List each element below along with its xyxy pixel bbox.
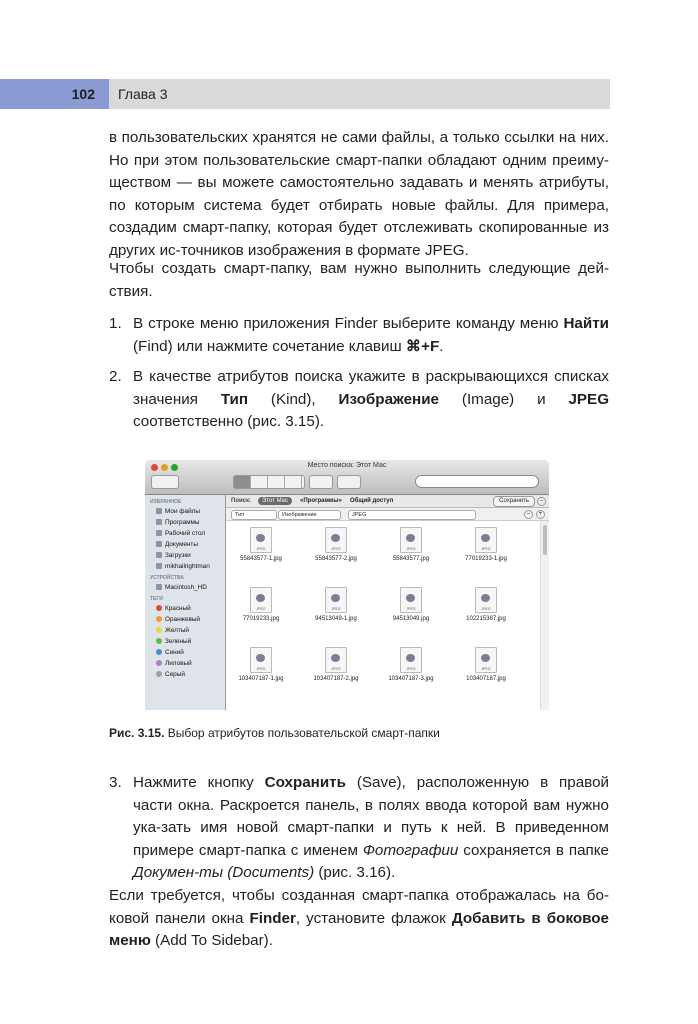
sidebar-item-label: Загрузки <box>165 552 191 559</box>
file-name: 103407187.jpg <box>466 676 506 682</box>
image-select[interactable]: Изображение <box>278 510 341 520</box>
paragraph-text: (Add To Sidebar). <box>150 932 273 950</box>
file-name: 55843577.jpg <box>392 556 430 562</box>
step-text: соответственно (рис. 3.15). <box>133 413 325 431</box>
file-type-label: JPEG <box>331 667 341 671</box>
criteria-bar <box>226 508 549 521</box>
paragraph-last-text <box>109 885 609 953</box>
icon-view-icon[interactable] <box>234 476 251 488</box>
file-item[interactable] <box>376 647 446 682</box>
file-name: 103407187-1.jpg <box>238 676 284 682</box>
step-text: В качестве атрибутов поиска укажите в раскрывающихся списках значения <box>133 368 609 408</box>
sidebar-item-label: mikhailrightman <box>165 563 210 570</box>
file-item[interactable] <box>226 527 296 562</box>
column-view-icon[interactable] <box>268 476 285 488</box>
jpeg-select[interactable]: JPEG <box>348 510 476 520</box>
file-name: 103407187-3.jpg <box>388 676 434 682</box>
sidebar-item-label: Синий <box>165 649 184 656</box>
file-name: 102215387.jpg <box>466 616 506 622</box>
file-item[interactable] <box>301 647 371 682</box>
save-button[interactable]: Сохранить <box>493 496 535 507</box>
step-body <box>133 772 609 885</box>
file-type-label: JPEG <box>406 607 416 611</box>
step-text: (Image) и <box>439 390 569 408</box>
step-number: 2. <box>109 368 122 385</box>
file-name: 103407187-2.jpg <box>313 676 359 682</box>
tag-color-icon <box>156 671 162 677</box>
sidebar-item[interactable] <box>156 529 225 538</box>
page-header <box>0 79 610 109</box>
sidebar-item[interactable] <box>156 518 225 527</box>
jpeg-file-icon <box>475 587 497 613</box>
tag-color-icon <box>156 627 162 633</box>
step-3 <box>109 772 609 885</box>
step-text: . <box>439 337 444 355</box>
sidebar-item[interactable] <box>156 562 225 571</box>
step-text: В строке меню приложения Finder выберите команду меню <box>133 315 564 332</box>
sidebar-tag[interactable] <box>156 637 225 646</box>
sidebar-item-label: Красный <box>165 605 191 612</box>
search-scope-bar <box>226 495 549 508</box>
finder-sidebar <box>145 495 226 710</box>
file-item[interactable] <box>451 587 521 622</box>
tag-color-icon <box>156 616 162 622</box>
step-italic: Докумен-ты (Documents) <box>133 864 315 882</box>
file-item[interactable] <box>226 647 296 682</box>
jpeg-file-icon <box>475 647 497 673</box>
paragraph-1-text: в пользовательских хранятся не сами файлы, а только ссылки на них. Но при этом пользовательские смарт-папки обладают одним преиму-ществом — вы можете самостоятельно задавать и менять атрибуты, по которым система будет отбирать новые файлы. Для примера, создадим смарт-папку, которая будет отслеживать скопированные из других ис-точников изображения в формате JPEG. <box>109 129 609 259</box>
jpeg-file-icon <box>250 647 272 673</box>
step-text: (рис. 3.16). <box>314 864 396 882</box>
file-item[interactable] <box>301 587 371 622</box>
file-type-label: JPEG <box>481 547 491 551</box>
file-type-label: JPEG <box>256 547 266 551</box>
scope-this-mac[interactable]: Этот Мас <box>258 497 292 505</box>
step-body <box>133 313 609 358</box>
plus-icon[interactable]: + <box>536 510 545 519</box>
jpeg-file-icon <box>250 527 272 553</box>
documents-icon <box>156 541 162 547</box>
desktop-icon <box>156 530 162 536</box>
page-number: 102 <box>0 79 109 109</box>
sidebar-tag[interactable] <box>156 626 225 635</box>
back-forward-buttons[interactable] <box>151 475 179 489</box>
sidebar-item-label: Лиловый <box>165 660 192 667</box>
file-item[interactable] <box>451 647 521 682</box>
jpeg-file-icon <box>325 587 347 613</box>
jpeg-file-icon <box>325 527 347 553</box>
downloads-icon <box>156 552 162 558</box>
sidebar-item-label: Macintosh_HD <box>165 584 207 591</box>
jpeg-file-icon <box>325 647 347 673</box>
jpeg-file-icon <box>250 587 272 613</box>
step-body <box>133 366 609 434</box>
file-item[interactable] <box>451 527 521 562</box>
sidebar-item-label: Оранжевый <box>165 616 200 623</box>
sidebar-item-label: Мои файлы <box>165 508 200 515</box>
file-type-label: JPEG <box>481 607 491 611</box>
step-text: сохраняется в папке <box>458 841 609 859</box>
sidebar-item-label: Программы <box>165 519 200 526</box>
file-name: 94513049.jpg <box>392 616 430 622</box>
file-item[interactable] <box>376 587 446 622</box>
paragraph-1 <box>109 127 609 263</box>
step-1 <box>109 313 609 358</box>
paragraph-text: , установите флажок <box>295 909 452 927</box>
step-text: (Find) или нажмите сочетание клавиш <box>133 337 406 355</box>
scope-programs[interactable]: «Программы» <box>300 498 342 504</box>
figure-caption <box>109 726 440 740</box>
sidebar-item-label: Зеленый <box>165 638 192 645</box>
sidebar-item[interactable] <box>156 551 225 560</box>
sidebar-tag[interactable] <box>156 648 225 657</box>
step-bold: Тип <box>220 390 249 408</box>
step-text: Нажмите кнопку <box>133 774 265 791</box>
sidebar-section-tags: ТЕГИ <box>150 596 163 602</box>
sidebar-section-favorites: ИЗБРАННОЕ <box>150 499 182 505</box>
home-icon <box>156 563 162 569</box>
kind-select[interactable]: Тип <box>231 510 277 520</box>
paragraph-bold: Добавить в боковое меню <box>109 909 609 950</box>
vertical-scrollbar[interactable] <box>540 521 549 710</box>
file-item[interactable] <box>226 587 296 622</box>
sidebar-tag[interactable] <box>156 615 225 624</box>
search-label: Поиск: <box>231 498 252 504</box>
file-name: 77019233-1.jpg <box>465 556 507 562</box>
file-type-label: JPEG <box>331 547 341 551</box>
tag-color-icon <box>156 649 162 655</box>
sidebar-item-label: Документы <box>165 541 198 548</box>
file-name: 77019233.jpg <box>242 616 280 622</box>
step-bold: ⌘+F <box>405 337 440 355</box>
paragraph-2 <box>109 258 609 303</box>
file-name: 55843577-2.jpg <box>315 556 357 562</box>
scope-shared[interactable]: Общий доступ <box>350 498 394 504</box>
step-bold: JPEG <box>568 390 610 408</box>
step-text: (Kind), <box>248 390 339 408</box>
caption-label: Рис. 3.15. <box>109 726 165 740</box>
coverflow-view-icon[interactable] <box>285 476 302 488</box>
paragraph-text: Если требуется, чтобы созданная смарт-папка отображалась на бо-ковой панели окна <box>109 887 609 927</box>
sidebar-item[interactable] <box>156 507 225 516</box>
paragraph-last <box>109 885 609 953</box>
tag-color-icon <box>156 660 162 666</box>
sidebar-item[interactable] <box>156 540 225 549</box>
file-type-label: JPEG <box>406 667 416 671</box>
file-item[interactable] <box>301 527 371 562</box>
sidebar-item-label: Желтый <box>165 627 189 634</box>
paragraph-bold: Finder <box>249 909 296 927</box>
step-text: (Save), расположенную в правой части окна. Раскроется панель, в полях ввода которой вам нужно ука-зать имя новой смарт-папки и путь к ней. В приведенном примере смарт-папка с именем <box>133 774 609 859</box>
chapter-title: Глава 3 <box>118 86 168 102</box>
sidebar-tag[interactable] <box>156 670 225 679</box>
scroll-thumb[interactable] <box>543 525 547 555</box>
jpeg-file-icon <box>400 647 422 673</box>
sidebar-item-label: Серый <box>165 671 185 678</box>
jpeg-file-icon <box>475 527 497 553</box>
finder-main <box>226 495 549 710</box>
arrange-button[interactable] <box>309 475 333 489</box>
search-input[interactable] <box>415 475 539 488</box>
step-number: 1. <box>109 315 122 332</box>
sidebar-tag[interactable] <box>156 604 225 613</box>
hard-drive-icon <box>156 584 162 590</box>
minus-icon[interactable]: – <box>524 510 533 519</box>
step-bold: Сохранить <box>264 774 346 791</box>
file-type-label: JPEG <box>331 607 341 611</box>
finder-screenshot <box>145 460 549 710</box>
list-view-icon[interactable] <box>251 476 268 488</box>
file-type-label: JPEG <box>256 607 266 611</box>
step-italic: Фотографии <box>362 841 459 859</box>
view-mode-buttons[interactable] <box>233 475 305 489</box>
jpeg-file-icon <box>400 527 422 553</box>
sidebar-item-label: Рабочий стол <box>165 530 206 537</box>
step-bold: Найти <box>563 315 609 332</box>
sidebar-tag[interactable] <box>156 659 225 668</box>
applications-icon <box>156 519 162 525</box>
file-item[interactable] <box>376 527 446 562</box>
file-type-label: JPEG <box>406 547 416 551</box>
tag-color-icon <box>156 638 162 644</box>
file-name: 94513049-1.jpg <box>315 616 357 622</box>
file-type-label: JPEG <box>256 667 266 671</box>
all-files-icon <box>156 508 162 514</box>
file-name: 55843577-1.jpg <box>240 556 282 562</box>
tag-color-icon <box>156 605 162 611</box>
gear-icon[interactable] <box>337 475 361 489</box>
sidebar-item[interactable] <box>156 583 225 592</box>
file-grid <box>226 521 541 710</box>
window-titlebar <box>145 460 549 495</box>
sidebar-section-devices: УСТРОЙСТВА <box>150 575 184 581</box>
step-2 <box>109 366 609 434</box>
jpeg-file-icon <box>400 587 422 613</box>
file-type-label: JPEG <box>481 667 491 671</box>
paragraph-2-text: Чтобы создать смарт-папку, вам нужно выполнить следующие дей-ствия. <box>109 260 609 300</box>
step-bold: Изображение <box>338 390 439 408</box>
step-number: 3. <box>109 774 122 791</box>
window-title: Место поиска: Этот Мас <box>307 462 387 469</box>
caption-text: Выбор атрибутов пользовательской смарт-папки <box>164 726 440 740</box>
minus-icon[interactable]: – <box>537 497 546 506</box>
